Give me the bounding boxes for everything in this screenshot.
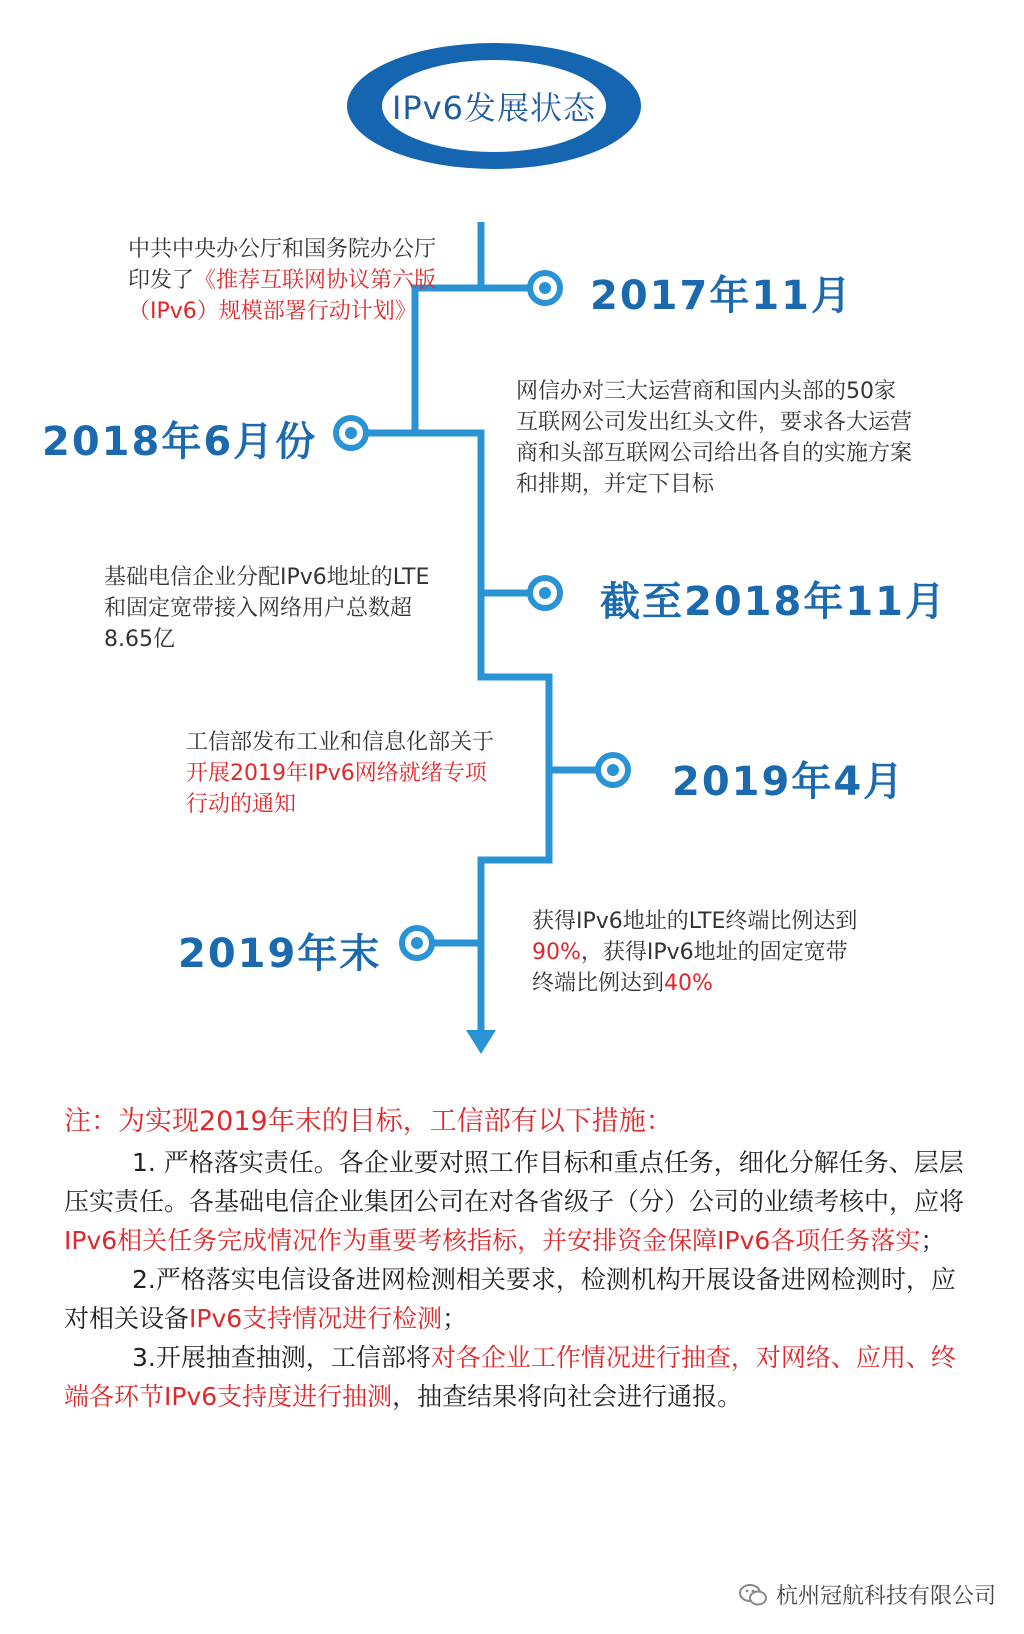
- notes-heading: 注：为实现2019年末的目标，工信部有以下措施：: [64, 1106, 673, 1137]
- highlight-text: 40%: [664, 971, 713, 996]
- highlight-text: 开展2019年IPv6网络就绪专项行动的通知: [186, 761, 487, 817]
- event-desc-1: [128, 234, 450, 327]
- event-date-2: 2018年6月份: [42, 419, 318, 465]
- timeline-marker-4: [598, 755, 628, 785]
- event-desc-3: [104, 562, 444, 655]
- body-text: 获得IPv6地址的LTE终端比例达到: [532, 909, 858, 934]
- body-text: 网信办对三大运营商和国内头部的50家互联网公司发出红头文件，要求各大运营商和头部互联网公司给出各自的实施方案和排期，并定下目标: [516, 379, 913, 497]
- body-text: 1. 严格落实责任。各企业要对照工作目标和重点任务，细化分解任务、层层压实责任。各基础电信企业集团公司在对各省级子（分）公司的业绩考核中，应将: [64, 1148, 965, 1216]
- body-text: 3.开展抽查抽测，工信部将: [132, 1343, 431, 1372]
- body-text: ，抽查结果将向社会进行通报。: [392, 1382, 743, 1411]
- timeline-arrow-head: [466, 1030, 496, 1054]
- timeline-marker-3: [530, 578, 560, 608]
- body-text: ，获得IPv6地址的固定宽带终端比例达到: [532, 940, 848, 996]
- event-date-1: 2017年11月: [590, 273, 853, 319]
- footer-company: 杭州冠航科技有限公司: [775, 1584, 996, 1609]
- event-date-4: 2019年4月: [672, 759, 906, 805]
- timeline-marker-5: [402, 928, 432, 958]
- body-text: ；: [442, 1304, 468, 1333]
- event-date-3: 截至2018年11月: [600, 579, 947, 625]
- note-item-1: [64, 1143, 964, 1260]
- notes-section: [64, 1102, 964, 1416]
- timeline-marker-2: [336, 418, 366, 448]
- body-text: ；: [920, 1226, 946, 1255]
- body-text: 工信部发布工业和信息化部关于: [186, 730, 495, 755]
- highlight-text: IPv6相关任务完成情况作为重要考核指标，并安排资金保障IPv6各项任务落实: [64, 1226, 921, 1255]
- body-text: 中共中央办公厅和国务院办公厅印发了: [128, 237, 437, 293]
- highlight-text: 90%: [532, 940, 581, 965]
- event-desc-5: [532, 906, 868, 999]
- note-item-2: [64, 1260, 964, 1338]
- timeline-marker-1: [530, 273, 560, 303]
- event-date-5: 2019年末: [178, 931, 382, 977]
- event-desc-4: [186, 727, 496, 820]
- body-text: 基础电信企业分配IPv6地址的LTE和固定宽带接入网络用户总数超8.65亿: [104, 565, 430, 652]
- page-title: IPv6发展状态: [391, 89, 597, 127]
- event-desc-2: [516, 376, 916, 500]
- body-text: 2.严格落实电信设备进网检测相关要求，检测机构开展设备进网检测时，应对相关设备: [64, 1265, 956, 1333]
- highlight-text: 《推荐互联网协议第六版（IPv6）规模部署行动计划》: [128, 268, 437, 324]
- highlight-text: 对各企业工作情况进行抽查，对网络、应用、终端各环节IPv6支持度进行抽测: [64, 1343, 956, 1411]
- footer-watermark: [738, 1579, 996, 1610]
- wechat-icon: [738, 1582, 768, 1608]
- note-item-3: [64, 1338, 964, 1416]
- highlight-text: IPv6支持情况进行检测: [189, 1304, 443, 1333]
